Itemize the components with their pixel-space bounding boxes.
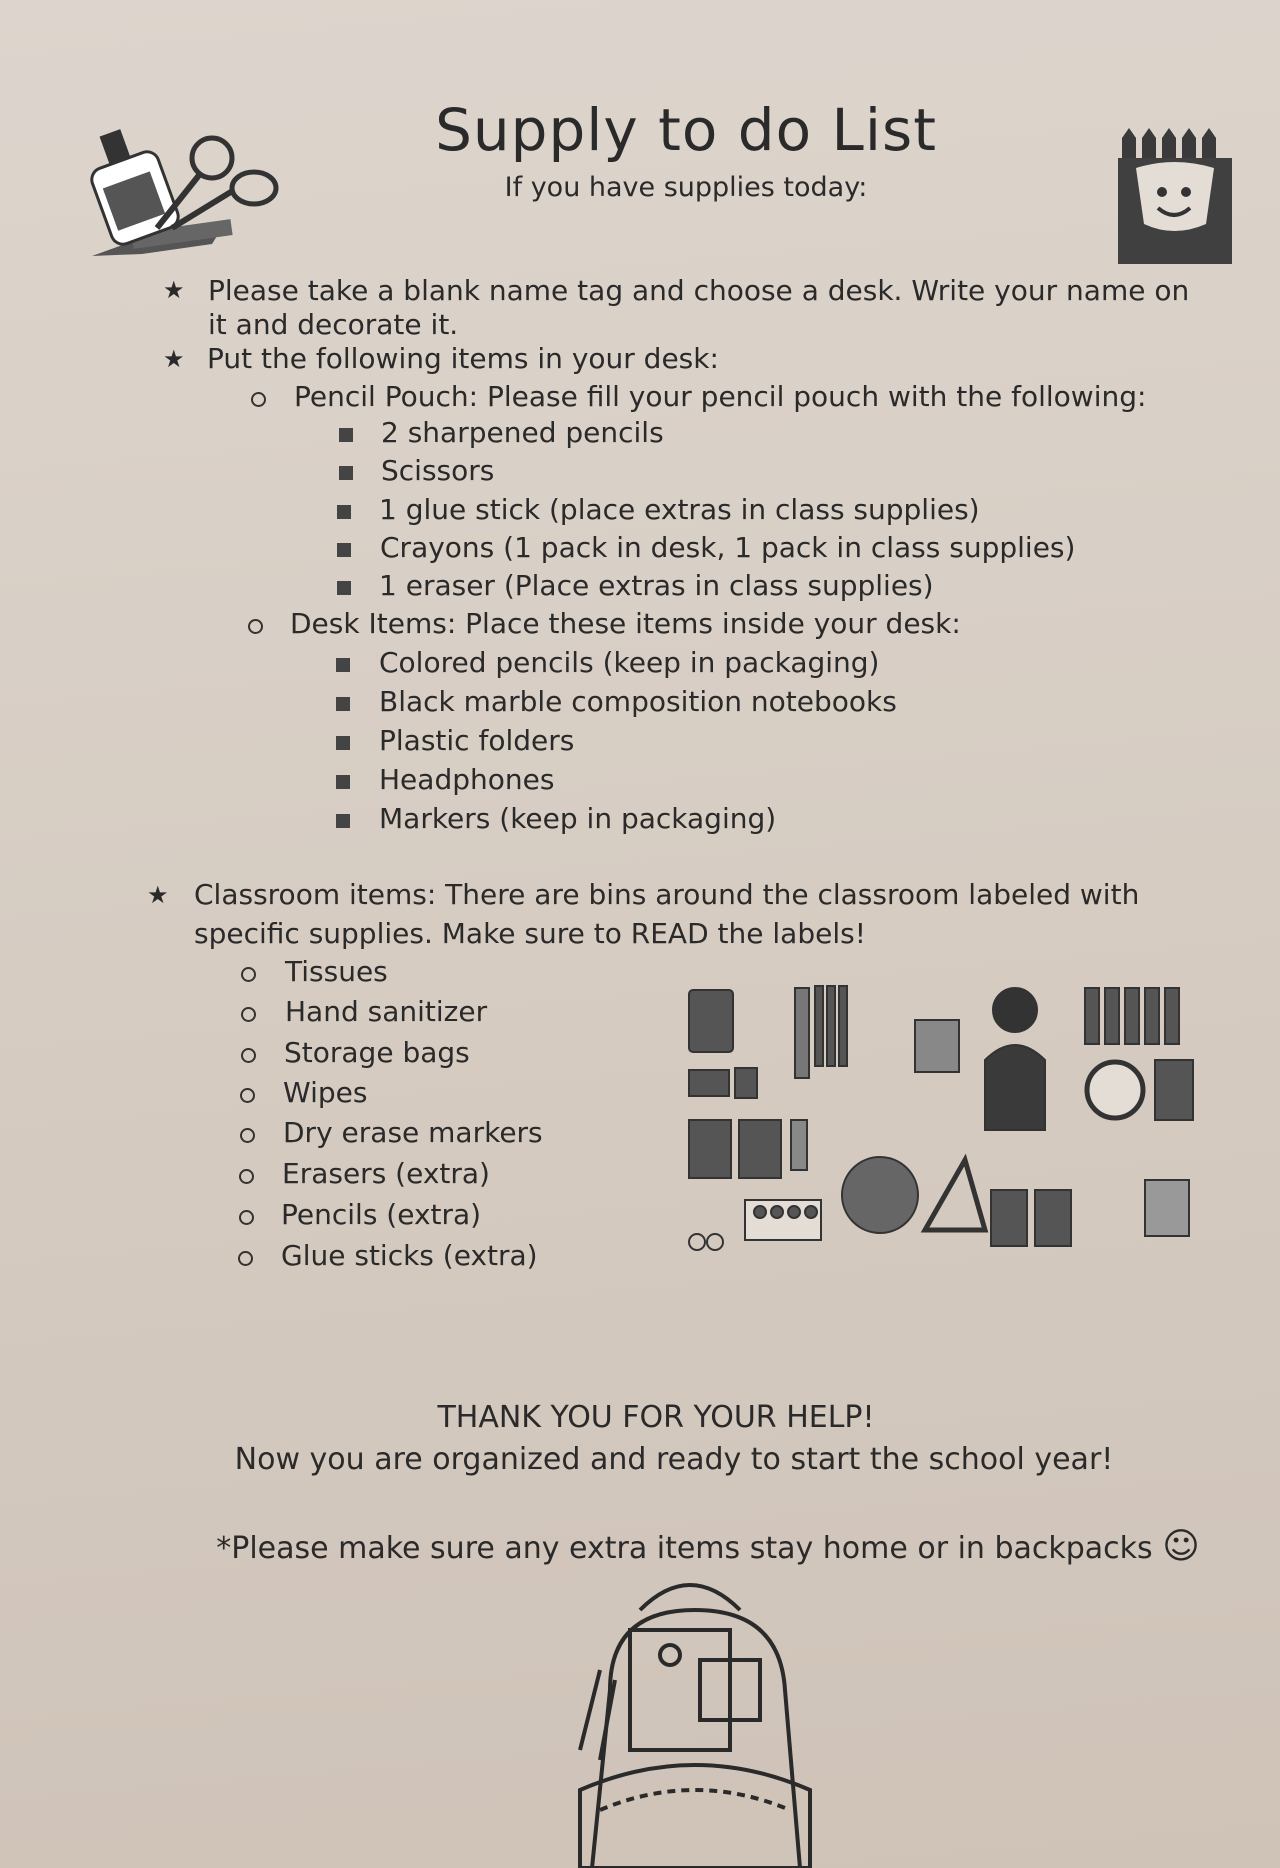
ready-text: Now you are organized and ready to start the school year! xyxy=(234,1442,1114,1477)
list-item: Wipes xyxy=(283,1076,368,1109)
instruction-line: specific supplies. Make sure to READ the labels! xyxy=(194,917,866,950)
instruction-line: it and decorate it. xyxy=(208,308,459,341)
backpack-icon xyxy=(560,1570,830,1868)
square-bullet-icon xyxy=(337,505,351,519)
square-bullet-icon xyxy=(336,814,350,828)
smiley-icon: ☺ xyxy=(1162,1526,1200,1567)
list-item: Plastic folders xyxy=(379,724,575,757)
page-subtitle: If you have supplies today: xyxy=(504,172,868,203)
square-bullet-icon xyxy=(337,581,351,595)
list-item: Tissues xyxy=(285,955,388,988)
thank-you-text: THANK YOU FOR YOUR HELP! xyxy=(437,1400,875,1435)
instruction-line: Put the following items in your desk: xyxy=(207,342,719,375)
square-bullet-icon xyxy=(336,697,350,711)
circle-bullet-icon xyxy=(241,1048,256,1063)
list-item: Hand sanitizer xyxy=(285,995,488,1028)
note-text xyxy=(68,1526,1280,1567)
square-bullet-icon xyxy=(339,466,353,480)
circle-bullet-icon xyxy=(241,967,256,982)
circle-bullet-icon xyxy=(238,1251,253,1266)
list-item: Markers (keep in packaging) xyxy=(379,802,777,835)
instruction-line: Classroom items: There are bins around the classroom labeled with xyxy=(194,878,1140,911)
pencil-pouch-label: Pencil Pouch: Please fill your pencil pouch with the following: xyxy=(294,380,1147,413)
circle-bullet-icon xyxy=(248,619,263,634)
circle-bullet-icon xyxy=(240,1128,255,1143)
list-item: 1 glue stick (place extras in class supplies) xyxy=(379,493,980,526)
list-item: Headphones xyxy=(379,763,555,796)
page-title: Supply to do List xyxy=(435,96,937,164)
star-bullet-icon: ★ xyxy=(163,345,185,373)
square-bullet-icon xyxy=(336,736,350,750)
list-item: Dry erase markers xyxy=(283,1116,543,1149)
square-bullet-icon xyxy=(336,658,350,672)
list-item: Colored pencils (keep in packaging) xyxy=(379,646,880,679)
list-item: Crayons (1 pack in desk, 1 pack in class supplies) xyxy=(380,531,1076,564)
list-item: Pencils (extra) xyxy=(281,1198,482,1231)
list-item: 2 sharpened pencils xyxy=(381,416,664,449)
desk-items-label: Desk Items: Place these items inside your desk: xyxy=(290,607,961,640)
square-bullet-icon xyxy=(337,543,351,557)
list-item: Erasers (extra) xyxy=(282,1157,490,1190)
school-supplies-collage-icon xyxy=(685,980,1197,1260)
circle-bullet-icon xyxy=(240,1088,255,1103)
list-item: Black marble composition notebooks xyxy=(379,685,897,718)
circle-bullet-icon xyxy=(251,392,266,407)
note-message: *Please make sure any extra items stay home or in backpacks xyxy=(216,1531,1153,1566)
star-bullet-icon: ★ xyxy=(147,881,169,909)
circle-bullet-icon xyxy=(239,1210,254,1225)
list-item: Glue sticks (extra) xyxy=(281,1239,538,1272)
list-item: Scissors xyxy=(381,454,495,487)
circle-bullet-icon xyxy=(241,1007,256,1022)
square-bullet-icon xyxy=(336,775,350,789)
square-bullet-icon xyxy=(339,428,353,442)
list-item: 1 eraser (Place extras in class supplies) xyxy=(379,569,934,602)
list-item: Storage bags xyxy=(284,1036,470,1069)
circle-bullet-icon xyxy=(239,1169,254,1184)
star-bullet-icon: ★ xyxy=(163,276,185,304)
instruction-line: Please take a blank name tag and choose a desk. Write your name on xyxy=(208,274,1190,307)
